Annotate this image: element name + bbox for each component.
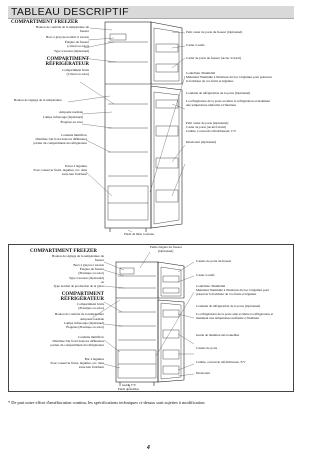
fig1-door-casier: Casier de porte (Acier/Cristal) <box>186 125 227 129</box>
fig2-cell: Cellule, couvercle rafraîchissant, T/V <box>196 360 246 364</box>
fig2-deodorant: Déodorant <box>196 371 210 375</box>
fig1-freezer-shelf: Étagère du freezer <box>64 40 89 44</box>
fig1-fridge-shelf-2: (Cristal ou acier) <box>66 72 89 76</box>
fig2-freezer-control: Bouton de réglage de la température du <box>52 254 104 258</box>
fig1-multiflow-2: Distribue l'air froid dans les différentes <box>35 137 87 141</box>
fig1-humidity-desc: Maintient l'humidité à l'intérieur du bac à légumes pour préserver la fraîcheur de vos fruits et légumes <box>186 75 273 83</box>
fig2-small-shelf: Petite étagère du freezer <box>150 245 182 249</box>
fig1-fridge-heading-2: RÉFRIGÉRATEUR <box>45 62 89 67</box>
fig1-freezer-control-2: freezer <box>79 29 89 33</box>
fig2-ice-maker-normal: Type normal de production de la glace <box>53 284 104 288</box>
fig2-freezer-control-2: freezer <box>94 258 104 262</box>
fig1-cell: Cellule, Couvercle réfraîchissant, T/V <box>186 129 237 133</box>
fig2-freezer-shelf: Étagère du freezer <box>79 267 104 271</box>
fig1-crisper: Porter à légumes <box>64 164 87 168</box>
fig1-deodorant: Déodorant (Optionnel) <box>186 140 217 144</box>
fig2-small-shelf-opt: (Optionnel) <box>158 249 174 253</box>
fig2-temp-knob: Bouton de contrôle de la température <box>55 312 104 316</box>
page-number: 4 <box>147 445 150 451</box>
fig1-lamp: Ampoule normale <box>59 110 83 114</box>
fig1-lamp-ir: Lampe infrarouge (Optionnel) <box>43 115 83 119</box>
fig2-ice-tray: Bacs à glaçon à torsion <box>73 263 104 267</box>
fig1-leveling-feet: Pieds de mise à niveau <box>124 232 155 236</box>
fig2-fridge-shelf: Compartiment fruits <box>77 302 104 306</box>
fig2-guide: Guide T/V <box>122 383 137 387</box>
fig1-ice-maker: Type à torsion (Optionnel) <box>53 49 89 53</box>
fig2-door-basket: Casiers de porte <box>196 346 218 350</box>
fig1-freezer-door-small: Petit casier de porte du freezer (Optionnel) <box>186 30 243 34</box>
fig1-door-duct: Conduite de réfrigération de la porte (Optionnel) <box>186 91 251 95</box>
fig2-ice-maker: Type à torsion (Optionnel) <box>68 276 104 280</box>
page-title: TABLEAU DESCRIPTIF <box>11 6 129 18</box>
fig1-crisper-3: toute leur fraîcheur <box>61 172 87 176</box>
fig2-lamp: Ampoule normale <box>80 317 104 321</box>
fig1-small-casier: Petit casier de porte (Optionnel) <box>186 121 229 125</box>
fig2-freezer-heading: COMPARTIMENT FREEZER <box>30 249 98 254</box>
fig2-freezer-door: Casiers de porte du freezer <box>196 259 232 263</box>
fig1-freezer-heading: COMPARTIMENT FREEZER <box>11 20 79 25</box>
fig2-crisper-2: Pour conserver fruits, légumes, etc. dans <box>50 361 104 365</box>
footnote: * De part notre effort d'amélioration continu, les spécifications techniques ci-dessus sont sujettes à modification. <box>8 400 206 405</box>
fig2-lamp-ir: Lampe infrarouge (Optionnel) <box>64 321 104 325</box>
fig2-crisper-3: toute leur fraîcheur <box>78 365 104 369</box>
fig2-door-duct-desc: La réfrigération de la porte aide accélère la réfrigération et maintient une température uniforme à l'intérieur <box>196 312 274 320</box>
fig1-multiflow-3: parties du compartiment du réfrigérateur <box>33 141 87 145</box>
fig2-multiflow: Conduite multiflow <box>78 335 104 339</box>
fig2-freezer-shelf-2: (Plastique ou acier) <box>78 271 104 275</box>
fig2-door-duct: Conduite de réfrigération de la porte (Optionnel) <box>196 304 261 308</box>
fig1-freezer-control: Bouton de contrôle de la température du <box>35 25 89 29</box>
fig2-leveling-feet: Pieds ajustables <box>118 387 139 391</box>
fig2-fridge-shelf-2: (Plastique ou acier) <box>78 306 104 310</box>
fig2-egg-tray: Casier à oeufs <box>196 273 215 277</box>
fig1-door-duct-desc: La réfrigération de la porte accélère la réfrigération et maintient une température uniforme à l'intérieur <box>186 99 271 107</box>
fig2-ice-maker-or: ou <box>100 280 104 284</box>
fig2-shelves: Étagères (Plastique ou acier) <box>66 325 104 329</box>
fig1-humidity: Contrôleur d'humidité <box>186 71 216 75</box>
fig1-egg-tray: Casier à oeufs <box>186 43 205 47</box>
fig2-multiflow-2: Distribue l'air froid dans les différentes <box>52 339 104 343</box>
fig2-humidity-desc: Maintient l'humidité à l'intérieur du bac à légumes pour préserver la fraîcheur de vos fruits et légumes <box>196 288 270 296</box>
fig2-bottle-guide: Guide de maintien des bouteilles <box>196 333 240 337</box>
fig1-crisper-2: Pour conserver fruits, légumes, etc. dans <box>33 168 87 172</box>
fig2-humidity: Contrôleur d'humidité <box>196 284 226 288</box>
fig1-temp-knob: Bouton de réglage de la température <box>14 98 62 102</box>
fig2-fridge-heading: COMPARTIMENT <box>61 292 104 297</box>
fig1-ice-tray: Bacs à glaçons normal /à torsion <box>46 35 89 39</box>
fig2-fridge-heading-2: RÉFRIGÉRATEUR <box>60 297 104 302</box>
fig1-fridge-heading: COMPARTIMENT <box>46 57 89 62</box>
fig1-steel-shelves: Étagères en acier <box>60 120 83 124</box>
fig1-multiflow: Conduite multiflow <box>61 133 87 137</box>
fig1-freezer-shelf-2: (cristal ou acier) <box>67 44 89 48</box>
fig1-door-basket: Casier de porte du freezer (Acier /Cristal) <box>186 56 241 60</box>
fig2-multiflow-3: parties du compartiment du réfrigérateur <box>50 343 104 347</box>
fig1-fridge-shelf: Compartiment fruits <box>62 68 89 72</box>
fig2-crisper: Bac à légumes <box>84 357 104 361</box>
